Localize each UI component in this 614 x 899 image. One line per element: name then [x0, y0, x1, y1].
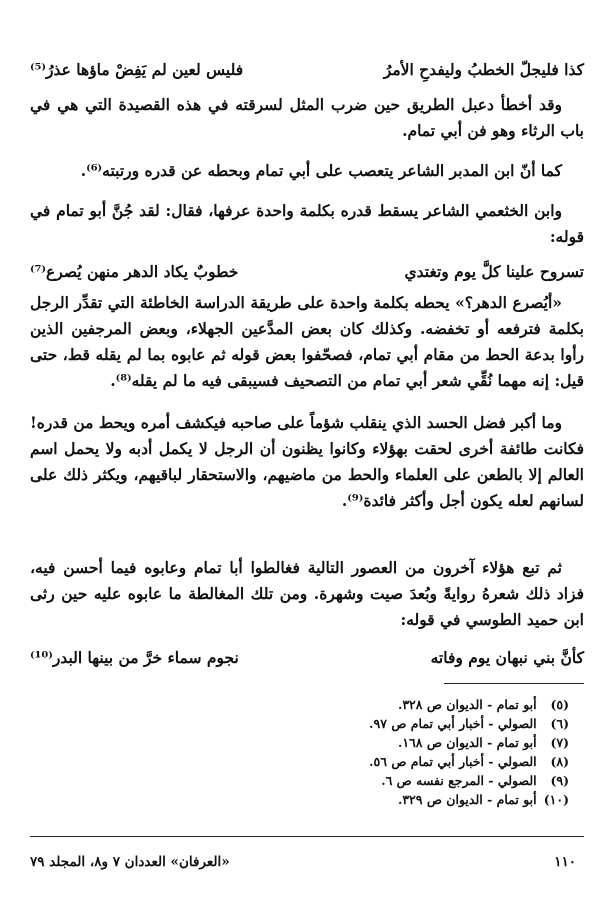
footnote-number: (٩)	[550, 773, 569, 788]
footnote-text: أبو تمام - الديوان ص ٣٢٨.	[397, 697, 537, 712]
verse-2	[30, 262, 584, 288]
footnote-text: الصولي - أخبار أبي تمام ص ٩٧.	[369, 716, 537, 731]
footnote-10	[49, 792, 569, 811]
footnote-text: أبو تمام - الديوان ص ١٦٨.	[397, 735, 537, 750]
verse-3	[30, 648, 584, 674]
verse-1	[30, 60, 584, 86]
footnote-number: (٧)	[550, 735, 569, 750]
footnote-text: الصولي - المرجع نفسه ص ٦.	[381, 773, 537, 788]
footnote-5	[49, 697, 569, 716]
footnote-text: أبو تمام - الديوان ص ٣٢٩.	[397, 792, 537, 807]
footnote-number: (١٠)	[543, 792, 569, 807]
verse-2-second-hemistich: خطوبٌ يكاد الدهر منهن يُصرع⁽⁷⁾	[30, 262, 239, 281]
page-footer	[30, 854, 584, 874]
paragraph-4: «أيُصرع الدهر؟» يحطه بكلمة واحدة على طريقة الدراسة الخاطئة التي تقدِّر الرجل بكلمة فترفعه أو تخفضه. وكذلك كان بعض المدَّعين الجهلاء، وبعض المرجفين الذين رأوا بدعة الحط من مقام أبي تمام، فصحّفوا بعض قوله ثم عابوه بما لم يقله قط، حتى قيل: إنه مهما نُقِّي شعر أبي تمام من التصحيف فسيبقى فيه ما لم يقله⁽⁸⁾.	[30, 293, 584, 390]
footnote-number: (٨)	[550, 754, 569, 769]
paragraph-1: وقد أخطأ دعبل الطريق حين ضرب المثل لسرقته في هذه القصيدة التي هي في باب الرثاء وهو فن أبي تمام.	[30, 95, 584, 140]
footnote-separator	[444, 683, 584, 684]
footer-rule	[30, 836, 584, 837]
footnote-7	[49, 735, 569, 754]
footnote-number: (٦)	[550, 716, 569, 731]
journal-title: «العرفان» العددان ٧ و٨، المجلد ٧٩	[30, 854, 230, 870]
verse-3-second-hemistich: نجوم سماء خرَّ من بينها البدر⁽¹⁰⁾	[30, 648, 239, 667]
verse-1-second-hemistich: فليس لعين لم يَفِضْ ماؤها عذرُ⁽⁵⁾	[30, 60, 244, 79]
footnote-6	[49, 716, 569, 735]
paragraph-6: ثم تبع هؤلاء آخرون من العصور التالية فغالطوا أبا تمام وعابوه فيما أحسن فيه، فزاد ذلك شعرهُ روايةً وبُعدَ صيت وشهرة. ومن تلك المغالطة ما عابوه عليه حين رثى ابن حميد الطوسي في قوله:	[30, 558, 584, 629]
footnote-text: الصولي - أخبار أبي تمام ص ٥٦.	[369, 754, 537, 769]
footnote-number: (٥)	[550, 697, 569, 712]
footnote-9	[49, 773, 569, 792]
verse-2-first-hemistich: تسروح علينا كلَّ يوم وتغتدي	[404, 262, 584, 281]
footnote-8	[49, 754, 569, 773]
page-number: ١١٠	[554, 854, 576, 870]
paragraph-2: كما أنّ ابن المدبر الشاعر يتعصب على أبي تمام وبحطه عن قدره ورتبته⁽⁶⁾.	[80, 161, 562, 180]
paragraph-5: وما أكبر فضل الحسد الذي ينقلب شؤماً على صاحبه فيكشف أمره ويحط من قدره! فكانت طائفة أخرى لحقت بهؤلاء وكانوا يظنون أن الرجل لا يكمل أدبه ولا يحمل اسم العالم إلا بالطعن على العلماء والحط من ماضيهم، والاستحقار لباقيهم، ويكثر ذلك على لسانهم لعله يكون أجل وأكثر فائدة⁽⁹⁾.	[30, 413, 584, 510]
paragraph-3: وابن الخثعمي الشاعر يسقط قدره بكلمة واحدة عرفها، فقال: لقد جُنَّ أبو تمام في قوله:	[30, 201, 584, 246]
verse-3-first-hemistich: كأنَّ بني نبهان يوم وفاته	[430, 648, 584, 667]
verse-1-first-hemistich: كذا فليجلّ الخطبُ وليفدحِ الأمرُ	[383, 60, 584, 79]
